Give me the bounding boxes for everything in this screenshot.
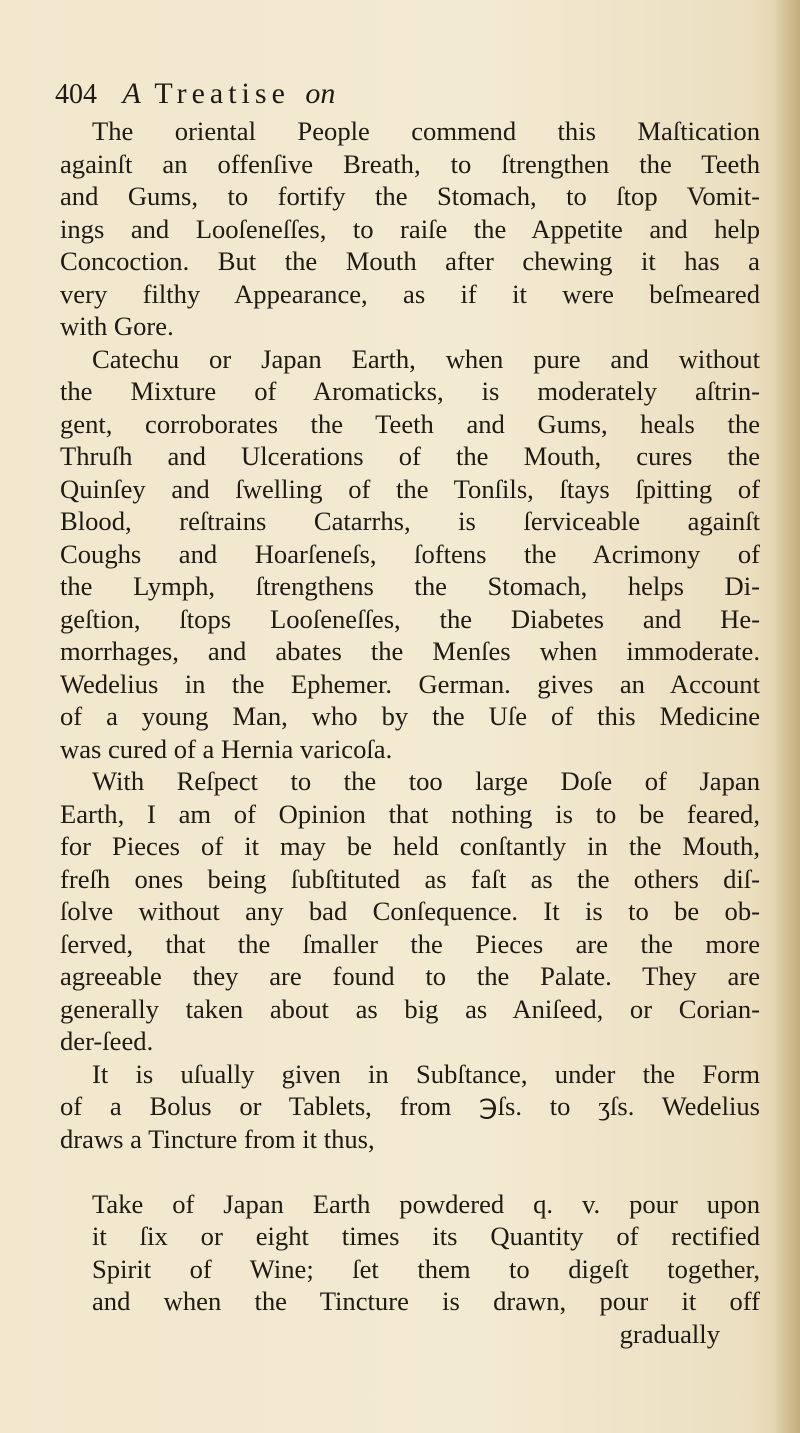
body-text	[60, 115, 760, 1350]
text-line: with Gore.	[60, 311, 174, 341]
recipe-line: Take of Japan Earth powdered q. v. pour upon	[92, 1188, 760, 1219]
text-line: freſh ones being ſubſtituted as faſt as the others diſ-	[60, 863, 760, 894]
header-preposition: on	[305, 77, 336, 110]
text-line: and Gums, to fortify the Stomach, to ſtop Vomit-	[60, 181, 760, 211]
text-line: ings and Looſeneſſes, to raiſe the Appetite and help	[60, 213, 760, 244]
recipe-line: and when the Tincture is drawn, pour it off	[92, 1286, 760, 1316]
header-title: Treatise	[154, 77, 290, 110]
text-line: geſtion, ſtops Looſeneſſes, the Diabetes and He-	[60, 603, 760, 634]
text-line: Concoction. But the Mouth after chewing it has a	[60, 246, 760, 276]
recipe-line: it ſix or eight times its Quantity of rectified	[92, 1221, 760, 1251]
text-line: agreeable they are found to the Palate. They are	[60, 961, 760, 991]
recipe-block	[60, 1188, 760, 1318]
text-line: the Mixture of Aromaticks, is moderately aſtrin-	[60, 376, 760, 406]
page-number: 404	[55, 79, 97, 110]
text-line: The oriental People commend this Maſtication	[92, 116, 760, 146]
header-article: A	[122, 77, 141, 110]
text-line: It is uſually given in Subſtance, under the Form	[92, 1058, 760, 1089]
page-edge-shadow	[774, 0, 800, 1433]
text-line: the Lymph, ſtrengthens the Stomach, helps Di-	[60, 571, 760, 601]
paragraph-gap	[60, 1155, 760, 1188]
text-line: of a young Man, who by the Uſe of this Medicine	[60, 701, 760, 731]
text-line: Quinſey and ſwelling of the Tonſils, ſtays ſpitting of	[60, 473, 760, 504]
text-line: was cured of a Hernia varicoſa.	[60, 733, 393, 764]
text-line: for Pieces of it may be held conſtantly in the Mouth,	[60, 831, 760, 861]
recipe-line: Spirit of Wine; ſet them to digeſt together,	[92, 1253, 760, 1284]
text-line: generally taken about as big as Aniſeed, or Corian-	[60, 993, 760, 1024]
text-line: Wedelius in the Ephemer. German. gives an Account	[60, 668, 760, 699]
text-line: Blood, reſtrains Catarrhs, is ſerviceable againſt	[60, 506, 760, 536]
text-line: gent, corroborates the Teeth and Gums, heals the	[60, 408, 760, 439]
text-line: morrhages, and abates the Menſes when immoderate.	[60, 636, 760, 666]
text-line: With Reſpect to the too large Doſe of Japan	[92, 766, 760, 796]
text-line: Coughs and Hoarſeneſs, ſoftens the Acrimony of	[60, 538, 760, 569]
catchword: gradually	[619, 1318, 720, 1349]
text-line: of a Bolus or Tablets, from ℈ſs. to ʒſs. Wedelius	[60, 1091, 760, 1121]
text-line: very filthy Appearance, as if it were beſmeared	[60, 278, 760, 309]
text-line: ſolve without any bad Conſequence. It is to be ob-	[60, 896, 760, 926]
running-header	[55, 74, 755, 114]
text-line: Catechu or Japan Earth, when pure and without	[92, 343, 760, 374]
text-line: againſt an offenſive Breath, to ſtrengthen the Teeth	[60, 148, 760, 179]
text-line: Thruſh and Ulcerations of the Mouth, cures the	[60, 441, 760, 471]
text-line: Earth, I am of Opinion that nothing is to be feared,	[60, 798, 760, 829]
text-line: draws a Tincture from it thus,	[60, 1123, 375, 1154]
text-line: der-ſeed.	[60, 1026, 154, 1056]
text-line: ſerved, that the ſmaller the Pieces are the more	[60, 928, 760, 959]
